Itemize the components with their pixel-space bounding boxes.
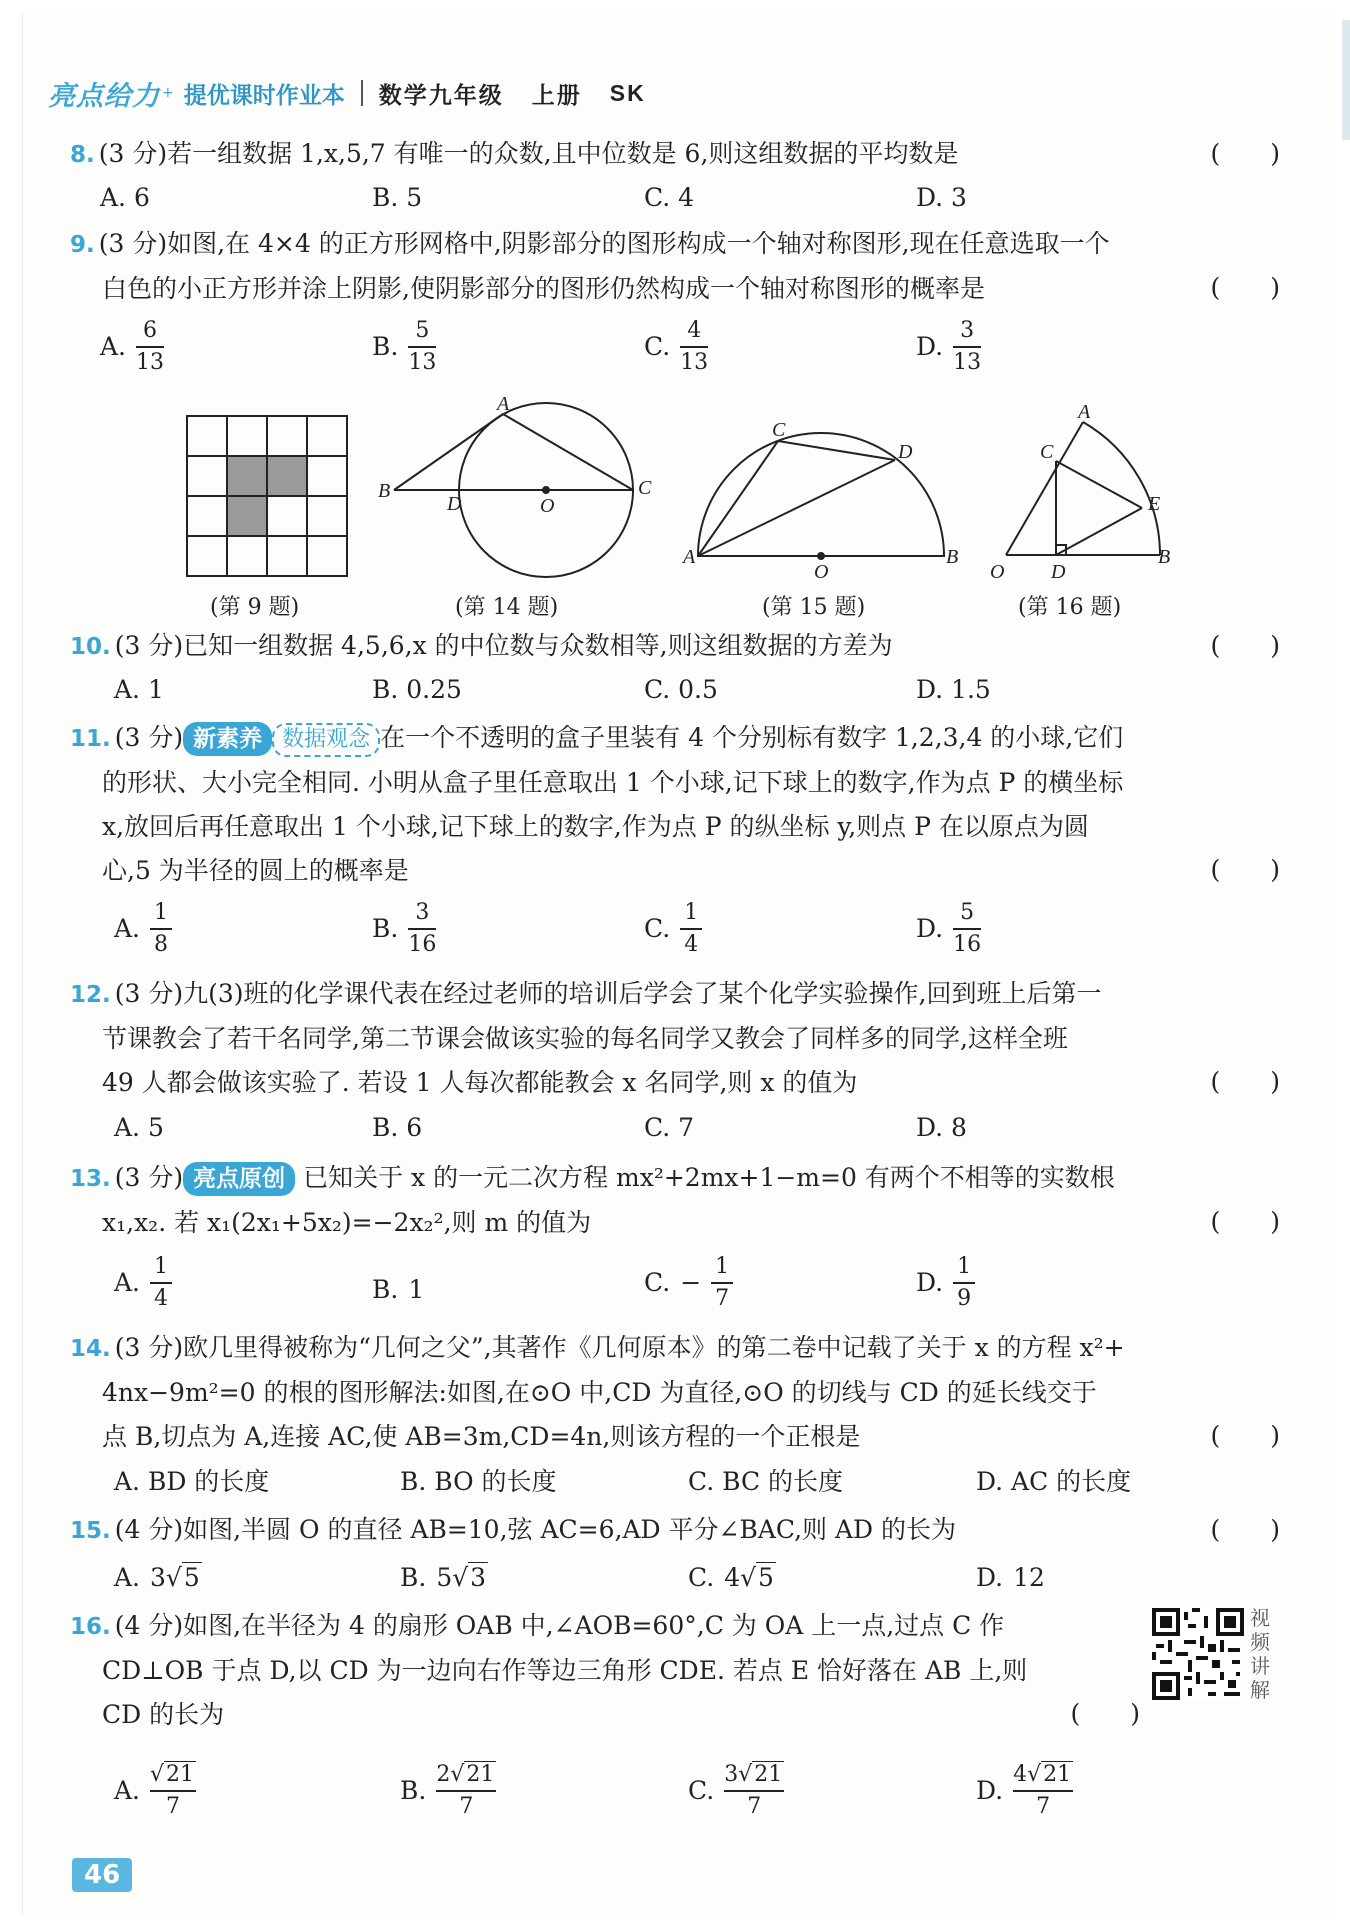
fig14-label-a: A — [497, 393, 510, 415]
option-b: B. BO 的长度 — [400, 1467, 557, 1496]
question-10 — [70, 624, 1280, 669]
new-literacy-tag: 新素养 — [183, 722, 272, 756]
question-text-2: 4nx−9m²=0 的根的图形解法:如图,在⊙O 中,CD 为直径,⊙O 的切线与 CD 的延长线交于 — [102, 1378, 1097, 1407]
q12-options — [70, 1106, 1280, 1150]
fig14-label-d: D — [447, 493, 462, 515]
fig15-chord-ad — [698, 460, 895, 556]
question-text-3: 49 人都会做该实验了. 若设 1 人每次都能教会 x 名同学,则 x 的值为 — [102, 1068, 858, 1097]
option-d: D. $\frac{1}{9}$ — [916, 1254, 975, 1312]
question-text-3: x,放回后再任意取出 1 个小球,记下球上的数字,作为点 P 的纵坐标 y,则点 P 在以原点为圆 — [102, 812, 1089, 841]
fig15-chord-ac — [698, 441, 778, 556]
option-d: D. $\frac{4√21}{7}$ — [976, 1762, 1072, 1819]
question-number: 9. — [70, 232, 95, 258]
question-points: (3 分) — [114, 1163, 184, 1192]
question-text-2: 的形状、大小完全相同. 小明从盒子里任意取出 1 个小球,记下球上的数字,作为点 P 的横坐标 — [102, 768, 1124, 797]
subject-title: 数学九年级 — [378, 82, 504, 109]
fig14-chord-ac — [503, 414, 633, 490]
fig14-diagram — [394, 403, 633, 577]
fig9-shaded-2 — [267, 456, 307, 496]
answer-bracket: ( ) — [1210, 1421, 1280, 1450]
q14-options — [70, 1460, 1280, 1504]
option-c: C. 7 — [644, 1113, 695, 1142]
fig15-label-d: D — [898, 441, 913, 463]
option-b: B. 0.25 — [372, 675, 462, 704]
option-d: D. AC 的长度 — [976, 1467, 1132, 1496]
answer-bracket: ( ) — [1210, 855, 1280, 884]
fig16-label-o: O — [990, 561, 1005, 583]
question-text-2: 白色的小正方形并涂上阴影,使阴影部分的图形仍然构成一个轴对称图形的概率是 — [102, 274, 985, 303]
question-text-3: 点 B,切点为 A,连接 AC,使 AB=3m,CD=4n,则该方程的一个正根是 — [102, 1422, 861, 1451]
series-title: 提优课时作业本 — [183, 82, 345, 109]
option-d: D. 12 — [976, 1563, 1045, 1592]
fig14-center-dot — [543, 487, 549, 493]
question-text: (3 分)已知一组数据 4,5,6,x 的中位数与众数相等,则这组数据的方差为 — [114, 631, 893, 660]
question-15 — [70, 1508, 1280, 1553]
option-b: B. $\frac{5}{13}$ — [372, 318, 437, 375]
option-a: A. 3√5 — [114, 1563, 200, 1592]
option-b: B. $\frac{3}{16}$ — [372, 900, 437, 957]
question-text: (4 分)如图,在半径为 4 的扇形 OAB 中,∠AOB=60°,C 为 OA 上一点,过点 C 作 — [114, 1611, 1005, 1640]
option-a: A. 5 — [114, 1113, 164, 1142]
question-text-2: x₁,x₂. 若 x₁(2x₁+5x₂)=−2x₂²,则 m 的值为 — [102, 1208, 592, 1237]
question-text: 在一个不透明的盒子里装有 4 个分别标有数字 1,2,3,4 的小球,它们 — [380, 723, 1124, 752]
question-number: 12. — [70, 982, 111, 1008]
option-a: A. $\frac{1}{4}$ — [114, 1254, 172, 1312]
fig14-tangent-ab — [394, 414, 503, 490]
option-c: C. $\frac{1}{4}$ — [644, 900, 702, 958]
question-13 — [70, 1156, 1280, 1245]
question-number: 11. — [70, 726, 111, 752]
question-number: 16. — [70, 1614, 111, 1640]
question-text-2: 节课教会了若干名同学,第二节课会做该实验的每名同学又教会了同样多的同学,这样全班 — [102, 1024, 1068, 1053]
answer-bracket: ( ) — [1210, 1067, 1280, 1096]
fig14-caption: (第 14 题) — [455, 595, 559, 620]
fig16-segment-de — [1056, 508, 1142, 555]
question-text-4: 心,5 为半径的圆上的概率是 — [102, 856, 409, 885]
question-number: 15. — [70, 1518, 111, 1544]
figures-svg — [0, 0, 1350, 620]
question-text: 已知关于 x 的一元二次方程 mx²+2mx+1−m=0 有两个不相等的实数根 — [303, 1163, 1115, 1192]
option-b: B. 5√3 — [400, 1563, 487, 1592]
q11-options — [70, 900, 1280, 962]
option-d: D. 8 — [916, 1113, 967, 1142]
q10-options — [70, 668, 1280, 712]
option-d: D. $\frac{3}{13}$ — [916, 318, 982, 375]
option-a: A. 1 — [114, 675, 164, 704]
video-explain-label: 视频讲解 — [1250, 1606, 1270, 1702]
fig9-shaded-1 — [227, 456, 267, 496]
question-text: (4 分)如图,半圆 O 的直径 AB=10,弦 AC=6,AD 平分∠BAC,则 AD 的长为 — [114, 1515, 957, 1544]
qr-code[interactable] — [1152, 1608, 1244, 1700]
answer-bracket: ( ) — [1210, 273, 1280, 302]
question-11 — [70, 716, 1280, 893]
fig16-diagram — [1006, 422, 1160, 555]
question-14 — [70, 1326, 1280, 1459]
option-d: D. $\frac{5}{16}$ — [916, 900, 982, 957]
data-concept-tag: 数据观念 — [272, 723, 380, 757]
edition-title: SK — [609, 79, 646, 106]
option-b: B. $\frac{2√21}{7}$ — [400, 1762, 495, 1819]
option-c: C. $\frac{4}{13}$ — [644, 318, 709, 375]
fig14-label-o: O — [540, 495, 555, 517]
question-points: (3 分) — [114, 723, 184, 752]
fig14-label-c: C — [638, 477, 652, 499]
option-a: A. $\frac{1}{8}$ — [114, 900, 172, 958]
answer-bracket: ( ) — [1210, 139, 1280, 168]
question-number: 14. — [70, 1336, 111, 1362]
fig16-label-b: B — [1158, 546, 1171, 568]
fig16-label-a: A — [1078, 401, 1091, 423]
fig15-caption: (第 15 题) — [762, 595, 866, 620]
option-b: B. 1 — [372, 1275, 425, 1304]
q16-options — [70, 1762, 1280, 1832]
page-number: 46 — [72, 1858, 132, 1892]
option-c: C. 4 — [644, 183, 695, 212]
fig16-caption: (第 16 题) — [1018, 595, 1122, 620]
option-b: B. 5 — [372, 183, 423, 212]
option-c: C. BC 的长度 — [688, 1467, 844, 1496]
original-tag: 亮点原创 — [183, 1162, 295, 1196]
question-number: 10. — [70, 634, 111, 660]
fig15-label-o: O — [814, 561, 829, 583]
q15-options — [70, 1556, 1280, 1600]
question-text-2: CD⊥OB 于点 D,以 CD 为一边向右作等边三角形 CDE. 若点 E 恰好落在 AB 上,则 — [102, 1656, 1028, 1685]
option-d: D. 3 — [916, 183, 967, 212]
answer-bracket: ( ) — [1210, 1207, 1280, 1236]
question-text: (3 分)如图,在 4×4 的正方形网格中,阴影部分的图形构成一个轴对称图形,现在任意选取一个 — [98, 229, 1110, 258]
option-c: C. 0.5 — [644, 675, 718, 704]
q13-options — [70, 1254, 1280, 1316]
question-text: (3 分)九(3)班的化学课代表在经过老师的培训后学会了某个化学实验操作,回到班上后第一 — [114, 979, 1102, 1008]
fig15-chord-cd — [778, 441, 895, 460]
volume-title: 上册 — [531, 82, 582, 109]
fig15-label-c: C — [772, 419, 786, 441]
option-a: A. $\frac{√21}{7}$ — [114, 1762, 195, 1819]
question-number: 13. — [70, 1166, 111, 1192]
question-16 — [70, 1604, 1140, 1737]
answer-bracket: ( ) — [1070, 1699, 1140, 1728]
question-text: (3 分)若一组数据 1,x,5,7 有唯一的众数,且中位数是 6,则这组数据的平均数是 — [98, 139, 959, 168]
fig9-grid — [187, 416, 347, 576]
brand-sup: + — [162, 85, 174, 101]
fig9-shaded-3 — [227, 496, 267, 536]
question-number: 8. — [70, 142, 95, 168]
fig16-label-c: C — [1040, 441, 1054, 463]
fig9-caption: (第 9 题) — [210, 595, 300, 620]
question-text-3: CD 的长为 — [102, 1700, 225, 1729]
option-c: C. 4√5 — [688, 1563, 774, 1592]
fig14-label-b: B — [378, 480, 391, 502]
fig16-segment-ce — [1056, 461, 1142, 508]
option-b: B. 6 — [372, 1113, 423, 1142]
question-text: (3 分)欧几里得被称为“几何之父”,其著作《几何原本》的第二卷中记载了关于 x 的方程 x²+ — [114, 1333, 1125, 1362]
question-12 — [70, 972, 1280, 1105]
option-c: C. $\frac{3√21}{7}$ — [688, 1762, 783, 1819]
fig15-label-b: B — [946, 546, 959, 568]
option-d: D. 1.5 — [916, 675, 991, 704]
option-c: C. − $\frac{1}{7}$ — [644, 1254, 733, 1312]
fig16-label-d: D — [1051, 561, 1066, 583]
fig15-center-dot — [818, 553, 824, 559]
fig16-label-e: E — [1148, 493, 1161, 515]
option-a: A. $\frac{6}{13}$ — [100, 318, 165, 375]
option-a: A. BD 的长度 — [114, 1467, 270, 1496]
fig15-label-a: A — [683, 546, 696, 568]
option-a: A. 6 — [100, 183, 150, 212]
answer-bracket: ( ) — [1210, 1515, 1280, 1544]
brand-logo: 亮点给力 — [48, 80, 160, 112]
answer-bracket: ( ) — [1210, 631, 1280, 660]
